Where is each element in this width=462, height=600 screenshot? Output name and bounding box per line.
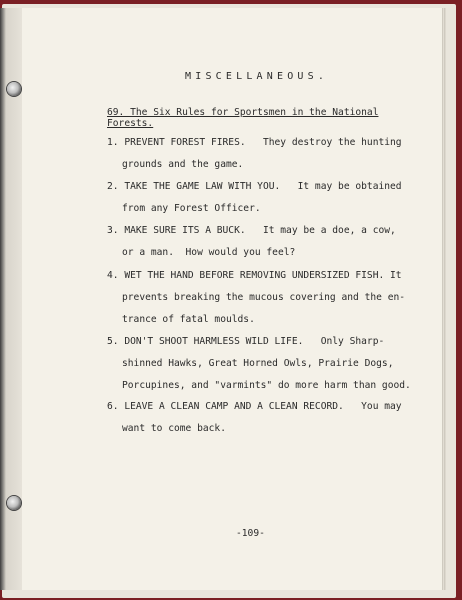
- rule-1: [107, 132, 427, 176]
- rule-line: grounds and the game.: [122, 159, 244, 170]
- section-title-line-1: 69. The Six Rules for Sportsmen in the National: [107, 107, 379, 118]
- rule-5: [107, 331, 427, 397]
- rule-3: [107, 220, 427, 264]
- rule-line: prevents breaking the mucous covering and the en-: [122, 292, 406, 303]
- rule-line: 6. LEAVE A CLEAN CAMP AND A CLEAN RECORD. You may: [107, 401, 402, 412]
- rule-line: 2. TAKE THE GAME LAW WITH YOU. It may be obtained: [107, 181, 402, 192]
- binder-ring-icon: [7, 496, 21, 510]
- rule-4: [107, 265, 427, 331]
- page-heading: MISCELLANEOUS.: [185, 71, 329, 82]
- section-title-line-2: Forests.: [107, 118, 154, 129]
- rule-line: Porcupines, and "varmints" do more harm than good.: [122, 380, 411, 391]
- page-number: -109-: [236, 528, 265, 539]
- rule-line: or a man. How would you feel?: [122, 247, 296, 258]
- rule-line: from any Forest Officer.: [122, 203, 261, 214]
- rule-line: want to come back.: [122, 423, 226, 434]
- rule-line: 4. WET THE HAND BEFORE REMOVING UNDERSIZED FISH. It: [107, 270, 402, 281]
- rule-line: 1. PREVENT FOREST FIRES. They destroy the hunting: [107, 137, 402, 148]
- rule-line: 5. DON'T SHOOT HARMLESS WILD LIFE. Only Sharp-: [107, 336, 385, 347]
- rule-2: [107, 176, 427, 220]
- rule-6: [107, 396, 427, 440]
- binder-ring-icon: [7, 82, 21, 96]
- rule-line: 3. MAKE SURE ITS A BUCK. It may be a doe, a cow,: [107, 225, 396, 236]
- rule-line: trance of fatal moulds.: [122, 314, 255, 325]
- section-title: [107, 107, 407, 129]
- rule-line: shinned Hawks, Great Horned Owls, Prairie Dogs,: [122, 358, 394, 369]
